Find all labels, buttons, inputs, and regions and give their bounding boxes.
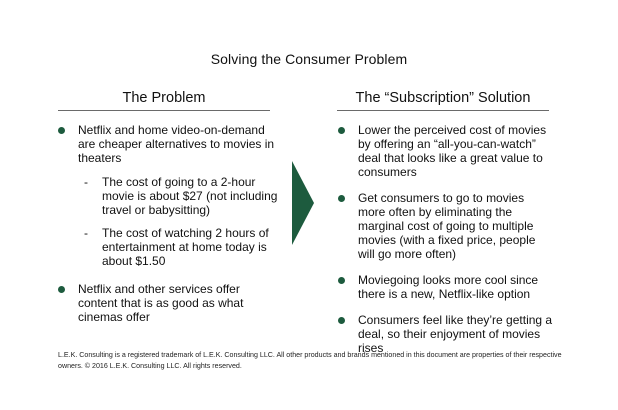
bullet-text: Moviegoing looks more cool since there is a new, Netflix-like option [358, 273, 539, 301]
sub-list [78, 175, 278, 268]
problem-header: The Problem [58, 90, 270, 111]
bullet-dot-icon [58, 127, 65, 134]
slide-title: Solving the Consumer Problem [210, 51, 408, 67]
bullet-text: Consumers feel like they’re getting a deal, so their enjoyment of movies rises [358, 313, 553, 355]
problem-list [58, 123, 278, 324]
bullet-text: Lower the perceived cost of movies by offering an “all-you-can-watch” deal that looks like a great value to consumers [358, 123, 547, 179]
sub-list-item [78, 175, 278, 217]
list-item [58, 282, 278, 324]
bullet-dot-icon [338, 195, 345, 202]
arrow-shape [292, 161, 314, 245]
solution-header: The “Subscription” Solution [337, 90, 549, 111]
bullet-text: Netflix and home video-on-demand are cheaper alternatives to movies in theaters [78, 123, 275, 165]
bullet-dot-icon [338, 277, 345, 284]
bullet-text: Netflix and other services offer content that is as good as what cinemas offer [78, 282, 244, 324]
list-item [338, 313, 553, 355]
list-item [338, 123, 553, 179]
copyright-footer: L.E.K. Consulting is a registered trademark of L.E.K. Consulting LLC. All other products and brands mentioned in this document are properties of their respective owners. © 2016 L.E.K. Consulting LLC. All rights reserved. [58, 351, 562, 370]
list-item [338, 273, 553, 301]
bullet-dot-icon [338, 127, 345, 134]
dash-icon: - [84, 175, 88, 189]
sub-bullet-text: The cost of going to a 2-hour movie is about $27 (not including travel or babysitting) [102, 175, 278, 217]
solution-list [338, 123, 553, 355]
bullet-dot-icon [58, 286, 65, 293]
sub-bullet-text: The cost of watching 2 hours of entertainment at home today is about $1.50 [102, 226, 269, 268]
list-item [338, 191, 553, 261]
dash-icon: - [84, 226, 88, 240]
list-item [58, 123, 278, 268]
bullet-dot-icon [338, 317, 345, 324]
sub-list-item [78, 226, 278, 268]
bullet-text: Get consumers to go to movies more often by eliminating the marginal cost of going to multiple movies (with a fixed price, people will go more often) [358, 191, 536, 261]
right-chevron-arrow-icon [292, 161, 314, 245]
